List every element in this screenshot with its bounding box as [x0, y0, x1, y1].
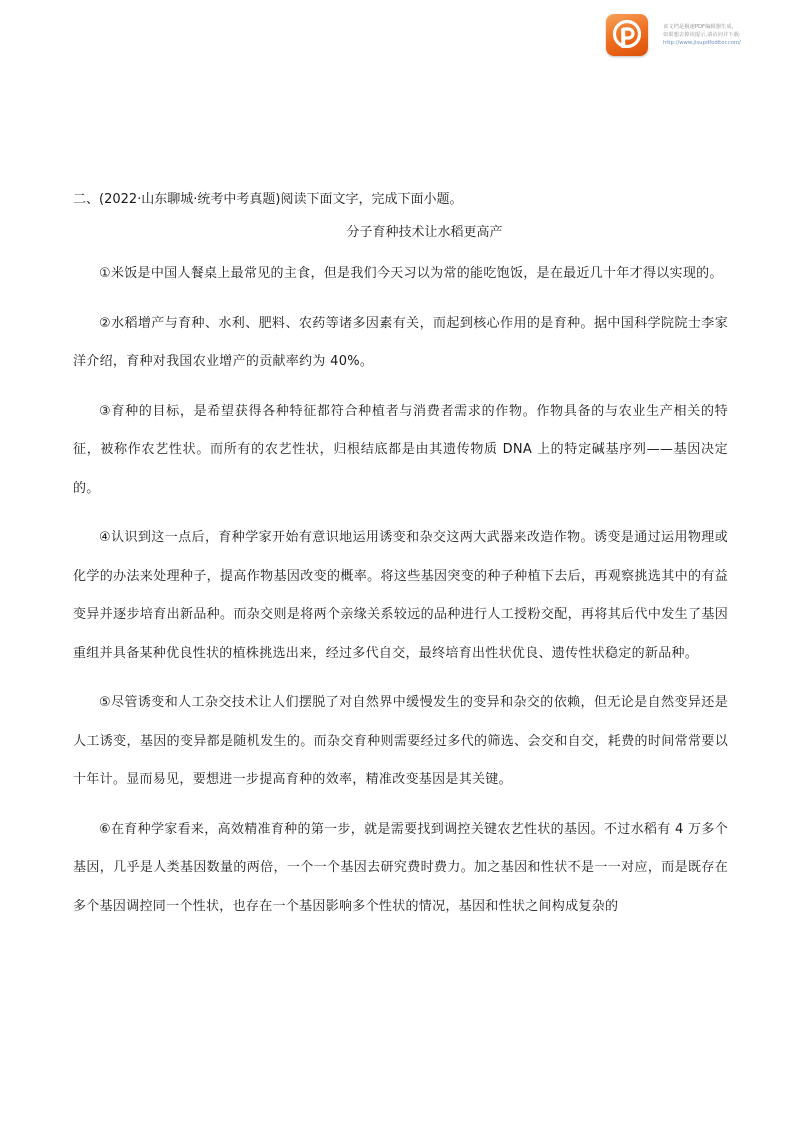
watermark-line-2: 如果想去掉该提示,请访问并下载:: [663, 32, 741, 38]
document-body: [73, 188, 728, 937]
paragraph-2: ②水稻增产与育种、水利、肥料、农药等诸多因素有关，而起到核心作用的是育种。据中国科学院院士李家洋介绍，育种对我国农业增产的贡献率约为 40%。: [73, 315, 728, 369]
watermark-line-1: 该文档是极速PDF编辑器生成,: [663, 24, 734, 30]
watermark-url-link[interactable]: http://www.jisupdfeditor.com/: [663, 40, 741, 46]
paragraph-4: ④认识到这一点后，育种学家开始有意识地运用诱变和杂交这两大武器来改造作物。诱变是通过运用物理或化学的办法来处理种子，提高作物基因改变的概率。将这些基因突变的种子种植下去后，再观察挑选其中的有益变异并逐步培育出新品种。而杂交则是将两个亲缘关系较远的品种进行人工授粉交配，再将其后代中发生了基因重组并具备某种优良性状的植株挑选出来，经过多代自交，最终培育出性状优良、遗传性状稳定的新品种。: [73, 530, 728, 661]
passage-title: 分子育种技术让水稻更高产: [346, 225, 503, 240]
logo-p-icon: [606, 14, 648, 56]
question-header: 二、(2022·山东聊城·统考中考真题)阅读下面文字，完成下面小题。: [73, 192, 463, 207]
paragraph-3: ③育种的目标，是希望获得各种特征都符合种植者与消费者需求的作物。作物具备的与农业生产相关的特征，被称作农艺性状。而所有的农艺性状，归根结底都是由其遗传物质 DNA 上的特定碱基序列——基因决定的。: [73, 403, 728, 496]
paragraph-5: ⑤尽管诱变和人工杂交技术让人们摆脱了对自然界中缓慢发生的变异和杂交的依赖，但无论是自然变异还是人工诱变，基因的变异都是随机发生的。而杂交育种则需要经过多代的筛选、会交和自交，耗费的时间常常要以十年计。显而易见，要想进一步提高育种的效率，精准改变基因是其关键。: [73, 695, 728, 787]
paragraph-1: ①米饭是中国人餐桌上最常见的主食，但是我们今天习以为常的能吃饱饭，是在最近几十年才得以实现的。: [99, 266, 723, 281]
paragraph-6: ⑥在育种学家看来，高效精准育种的第一步，就是需要找到调控关键农艺性状的基因。不过水稻有 4 万多个基因，几乎是人类基因数量的两倍，一个一个基因去研究费时费力。加之基因和性状不是一一对应，而是既存在多个基因调控同一个性状，也存在一个基因影响多个性状的情况，基因和性状之间构成复杂的: [73, 821, 728, 914]
editor-watermark-notice: [663, 23, 788, 47]
pdf-editor-logo: [606, 14, 648, 56]
